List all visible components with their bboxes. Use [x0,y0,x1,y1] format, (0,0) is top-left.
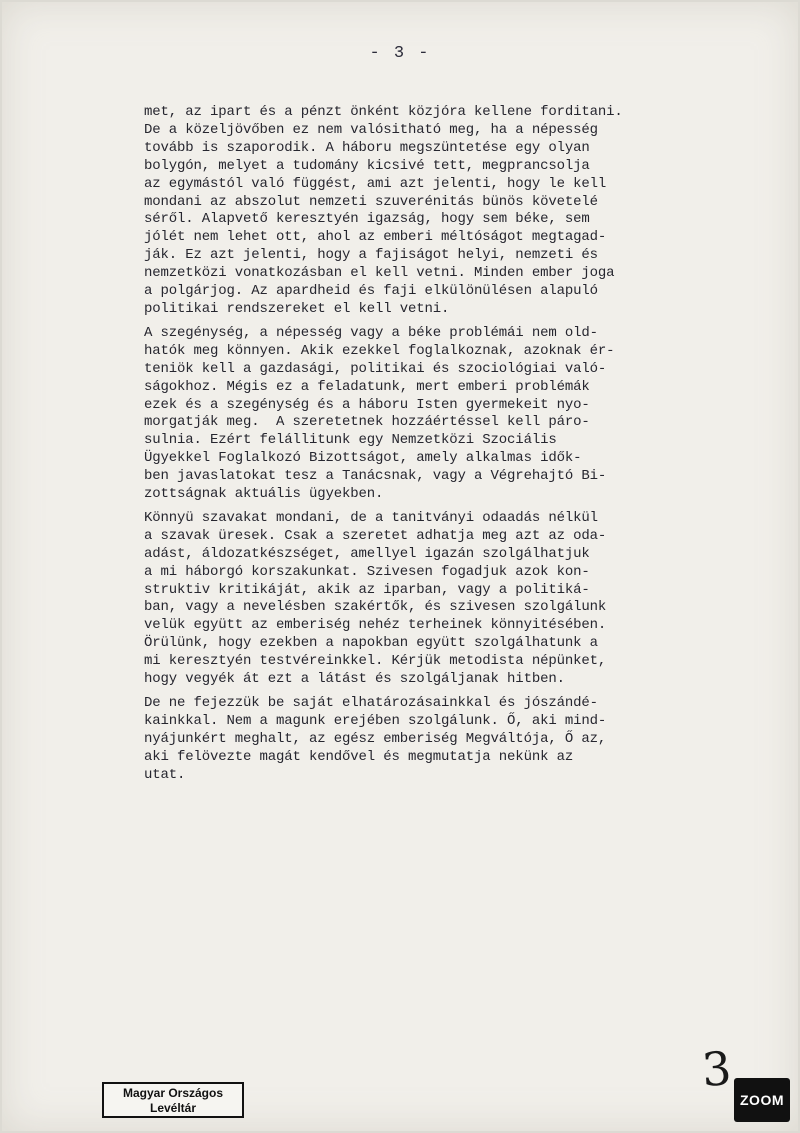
document-page [2,2,798,1131]
text-line: tovább is szaporodik. A háboru megszüntetése egy olyan [144,139,590,156]
stamp-line-1: Magyar Országos [122,1086,224,1100]
text-line: nemzetközi vonatkozásban el kell vetni. Minden ember joga [144,265,615,282]
text-line: hogy vegyék át ezt a látást és szolgáljanak hitben. [144,671,565,688]
text-line: politikai rendszereket el kell vetni. [144,300,450,317]
text-line: jólét nem lehet ott, ahol az emberi méltóságot megtagad- [144,229,607,246]
text-line: ezek és a szegénység és a háboru Isten gyermekeit nyo- [144,396,590,413]
text-line: utat. [144,766,186,783]
page-number: - 3 - [369,44,431,63]
text-line: adást, áldozatkészséget, amellyel igazán szolgálhatjuk [144,545,590,562]
paragraph-4 [144,695,744,785]
text-line: a szavak üresek. Csak a szeretet adhatja meg azt az oda- [144,527,607,544]
archive-stamp [102,1082,244,1118]
text-line: met, az ipart és a pénzt önként közjóra kellene forditani. [144,104,623,120]
text-line: De a közeljövőben ez nem valósitható meg, ha a népesség [144,121,598,138]
text-line: velük együtt az emberiség nehéz terheinek könnyitésében. [144,617,607,634]
body-text [144,104,744,791]
text-line: Örülünk, hogy ezekben a napokban együtt szolgálhatunk a [144,635,598,652]
text-line: ják. Ez azt jelenti, hogy a fajiságot helyi, nemzeti és [144,247,598,264]
text-line: ságokhoz. Mégis ez a feladatunk, mert emberi problémák [144,378,590,395]
text-line: hatók meg könnyen. Akik ezekkel foglalkoznak, azoknak ér- [144,342,615,359]
text-line: mondani az abszolut nemzeti szuverénitás bünös követelé [144,193,598,210]
paragraph-1 [144,104,744,319]
text-line: teniök kell a gazdasági, politikai és szociológiai való- [144,360,607,377]
text-line: bolygón, melyet a tudomány kicsivé tett, megprancsolja [144,157,590,174]
text-line: struktiv kritikáját, akik az iparban, vagy a politiká- [144,581,590,598]
text-line: aki felövezte magát kendővel és megmutatja nekünk az [144,748,574,765]
text-line: nyájunkért meghalt, az egész emberiség Megváltója, Ő az, [144,730,607,747]
text-line: Ügyekkel Foglalkozó Bizottságot, amely alkalmas idők- [144,450,582,467]
text-line: mi keresztyén testvéreinkkel. Kérjük metodista népünket, [144,653,607,670]
handwritten-page-number: 3 [700,1041,734,1097]
text-line: Könnyü szavakat mondani, de a tanitványi odaadás nélkül [144,509,598,526]
paragraph-3 [144,510,744,689]
text-line: séről. Alapvető keresztyén igazság, hogy sem béke, sem [144,211,590,228]
text-line: az egymástól való függést, ami azt jelenti, hogy le kell [144,175,607,192]
text-line: sulnia. Ezért felállitunk egy Nemzetközi Szociális [144,432,557,449]
text-line: zottságnak aktuális ügyekben. [144,486,384,503]
text-line: ben javaslatokat tesz a Tanácsnak, vagy a Végrehajtó Bi- [144,468,607,485]
text-line: ban, vagy a nevelésben szakértők, és szivesen szolgálunk [144,599,607,616]
stamp-line-2: Levéltár [149,1101,197,1115]
text-line: a polgárjog. Az apardheid és faji elkülönülésen alapuló [144,283,598,300]
text-line: a mi háborgó korszakunkat. Szivesen fogadjuk azok kon- [144,563,590,580]
text-line: kainkkal. Nem a magunk erejében szolgálunk. Ő, aki mind- [144,712,607,729]
zoom-logo: ZOOM [734,1078,790,1122]
text-line: De ne fejezzük be saját elhatározásainkkal és jószándé- [144,695,598,711]
paragraph-2 [144,325,744,504]
text-line: A szegénység, a népesség vagy a béke problémái nem old- [144,324,598,341]
text-line: morgatják meg. A szeretetnek hozzáértéssel kell páro- [144,414,590,431]
